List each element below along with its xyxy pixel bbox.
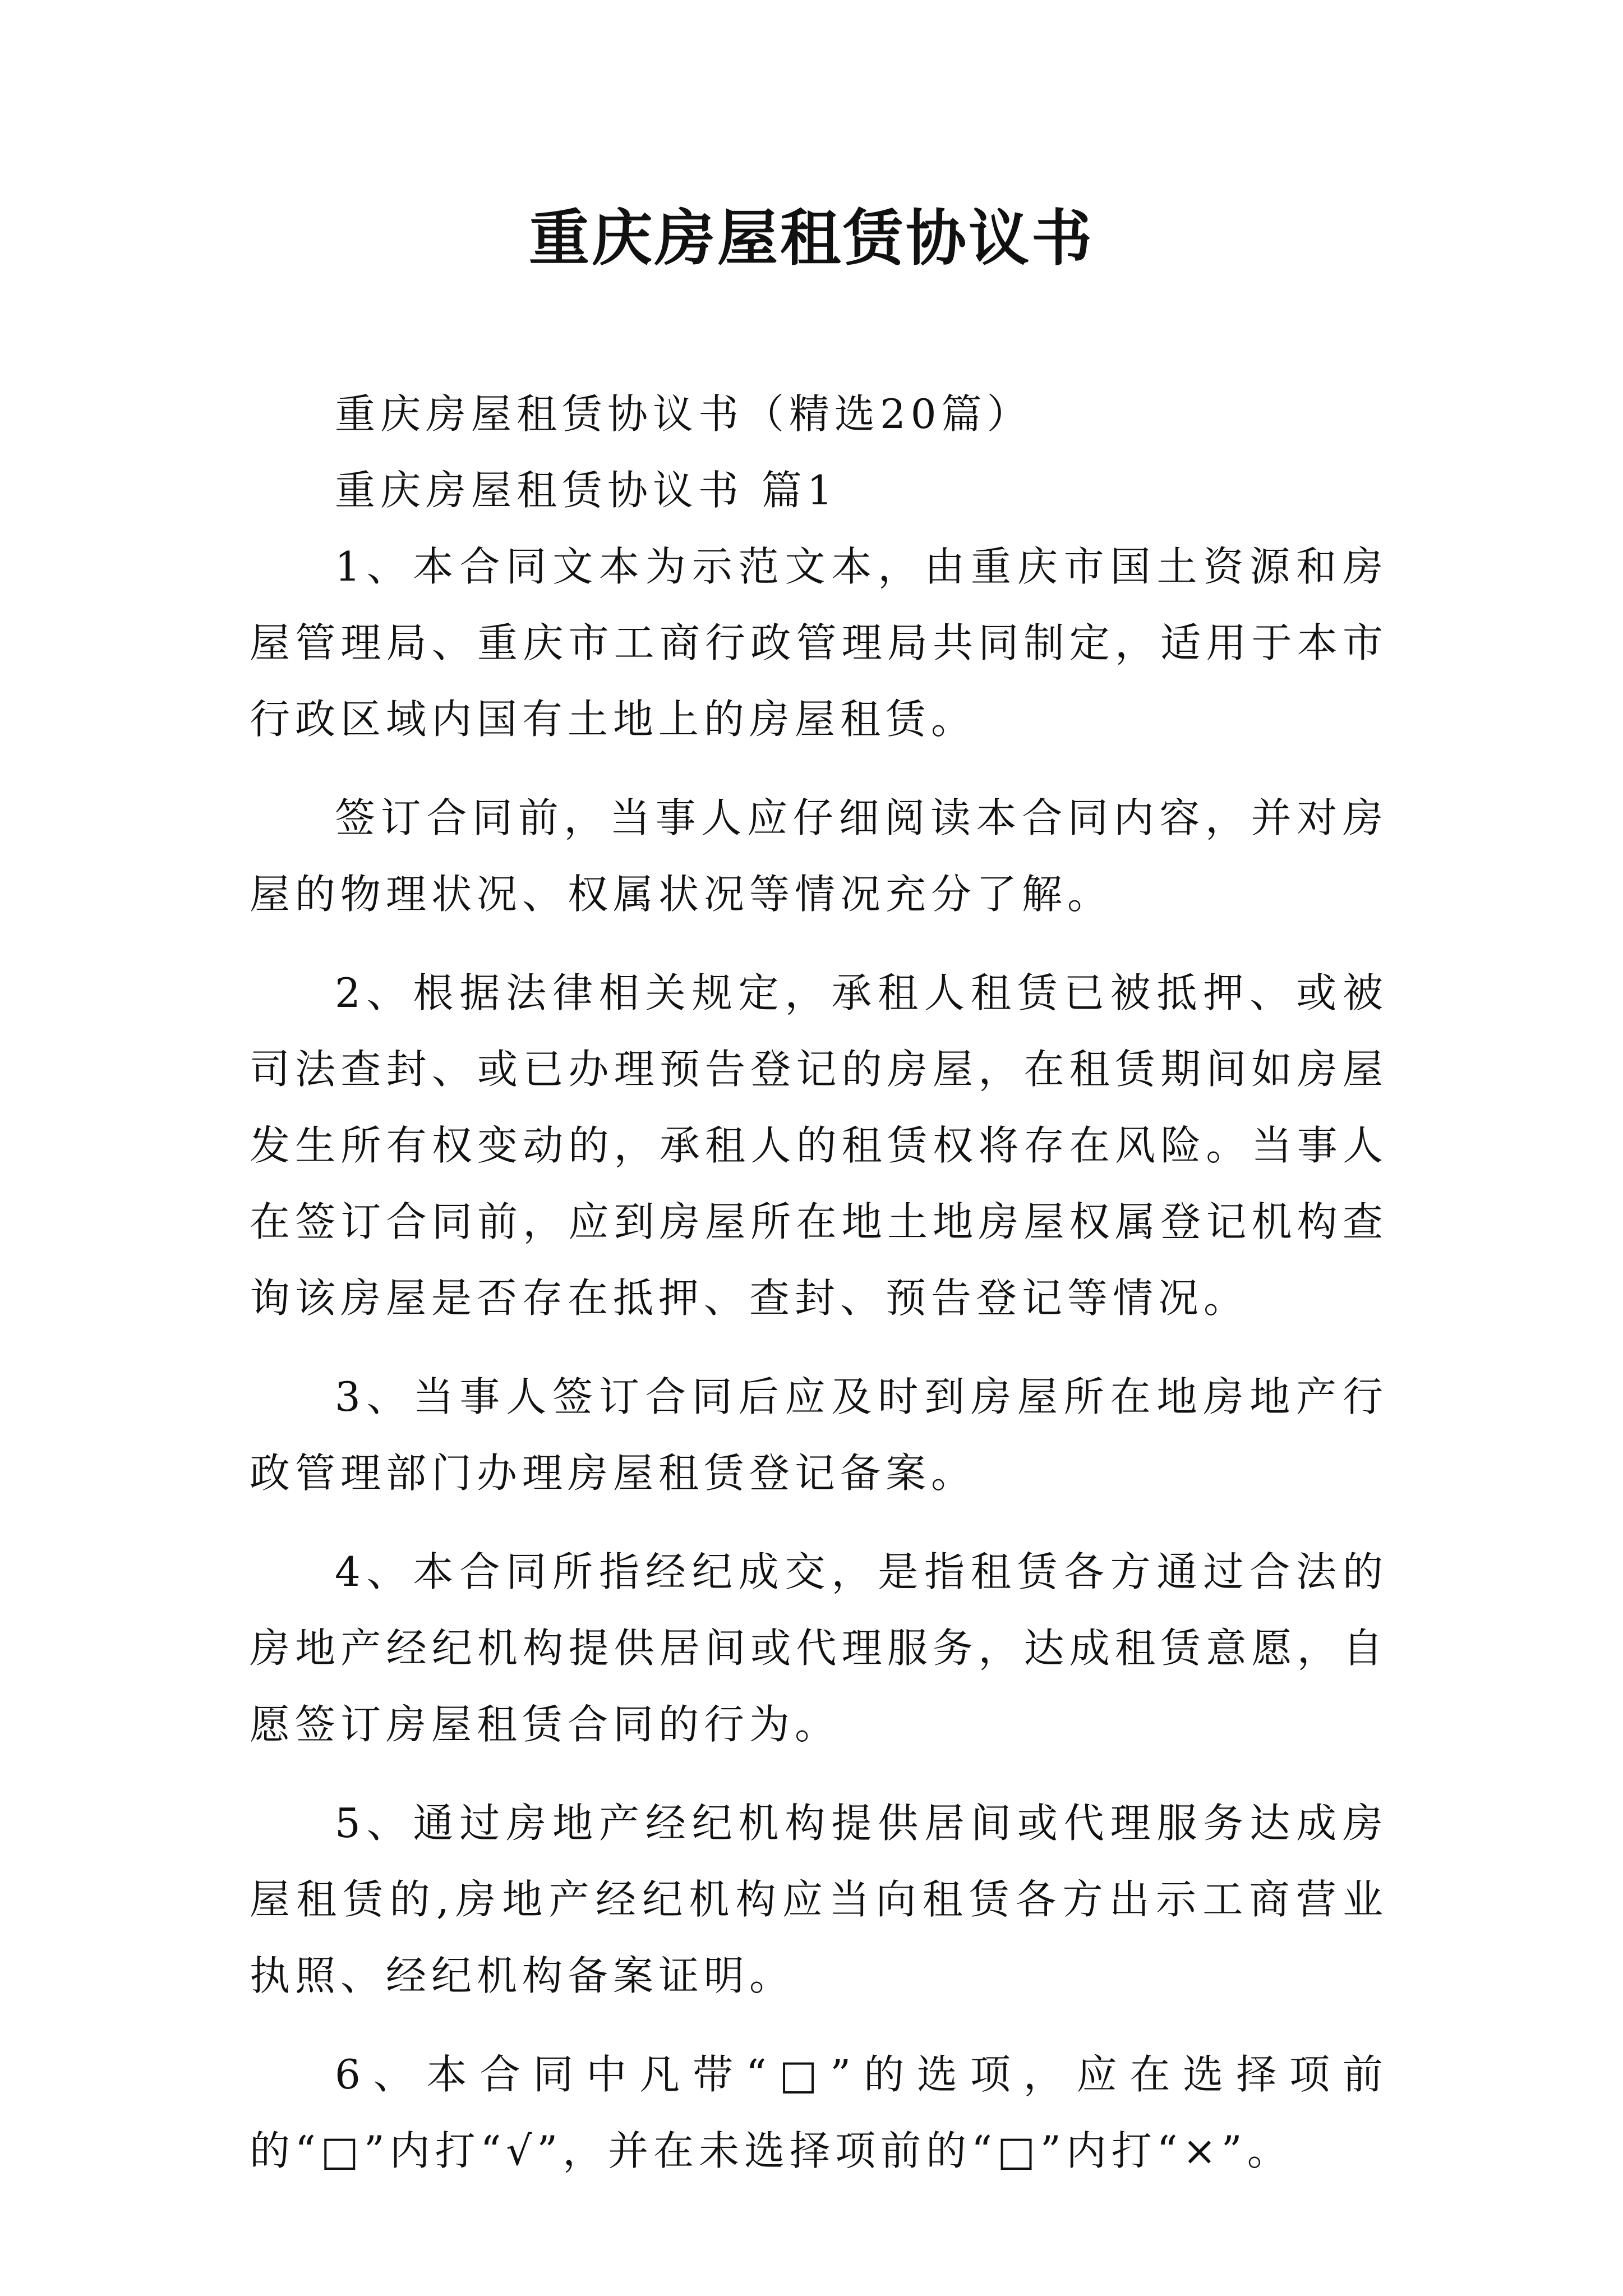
paragraph-5: 4、本合同所指经纪成交，是指租赁各方通过合法的房地产经纪机构提供居间或代理服务，达成租赁意愿，自愿签订房屋租赁合同的行为。 — [250, 1548, 1388, 1748]
paragraph-7: 6、本合同中凡带“□”的选项，应在选择项前的“□”内打“√”，并在未选择项前的“□”内打“×”。 — [250, 2051, 1388, 2174]
paragraph-3: 2、根据法律相关规定，承租人租赁已被抵押、或被司法查封、或已办理预告登记的房屋，在租赁期间如房屋发生所有权变动的，承租人的租赁权将存在风险。当事人在签订合同前，应到房屋所在地土地房屋权属登记机构查询该房屋是否存在抵押、查封、预告登记等情况。 — [250, 969, 1388, 1322]
paragraph-2: 签订合同前，当事人应仔细阅读本合同内容，并对房屋的物理状况、权属状况等情况充分了解。 — [250, 794, 1388, 918]
paragraph-1: 1、本合同文本为示范文本，由重庆市国土资源和房屋管理局、重庆市工商行政管理局共同制定，适用于本市行政区域内国有土地上的房屋租赁。 — [250, 543, 1388, 743]
document-body — [250, 376, 1388, 2211]
paragraph-4: 3、当事人签订合同后应及时到房屋所在地房地产行政管理部门办理房屋租赁登记备案。 — [250, 1373, 1388, 1497]
document-subtitle: 重庆房屋租赁协议书（精选20篇） — [335, 390, 1032, 438]
document-title: 重庆房屋租赁协议书 — [528, 203, 1094, 274]
paragraph-6: 5、通过房地产经纪机构提供居间或代理服务达成房屋租赁的,房地产经纪机构应当向租赁各方出示工商营业执照、经纪机构备案证明。 — [250, 1800, 1388, 1999]
section-heading: 重庆房屋租赁协议书 篇1 — [335, 467, 838, 514]
